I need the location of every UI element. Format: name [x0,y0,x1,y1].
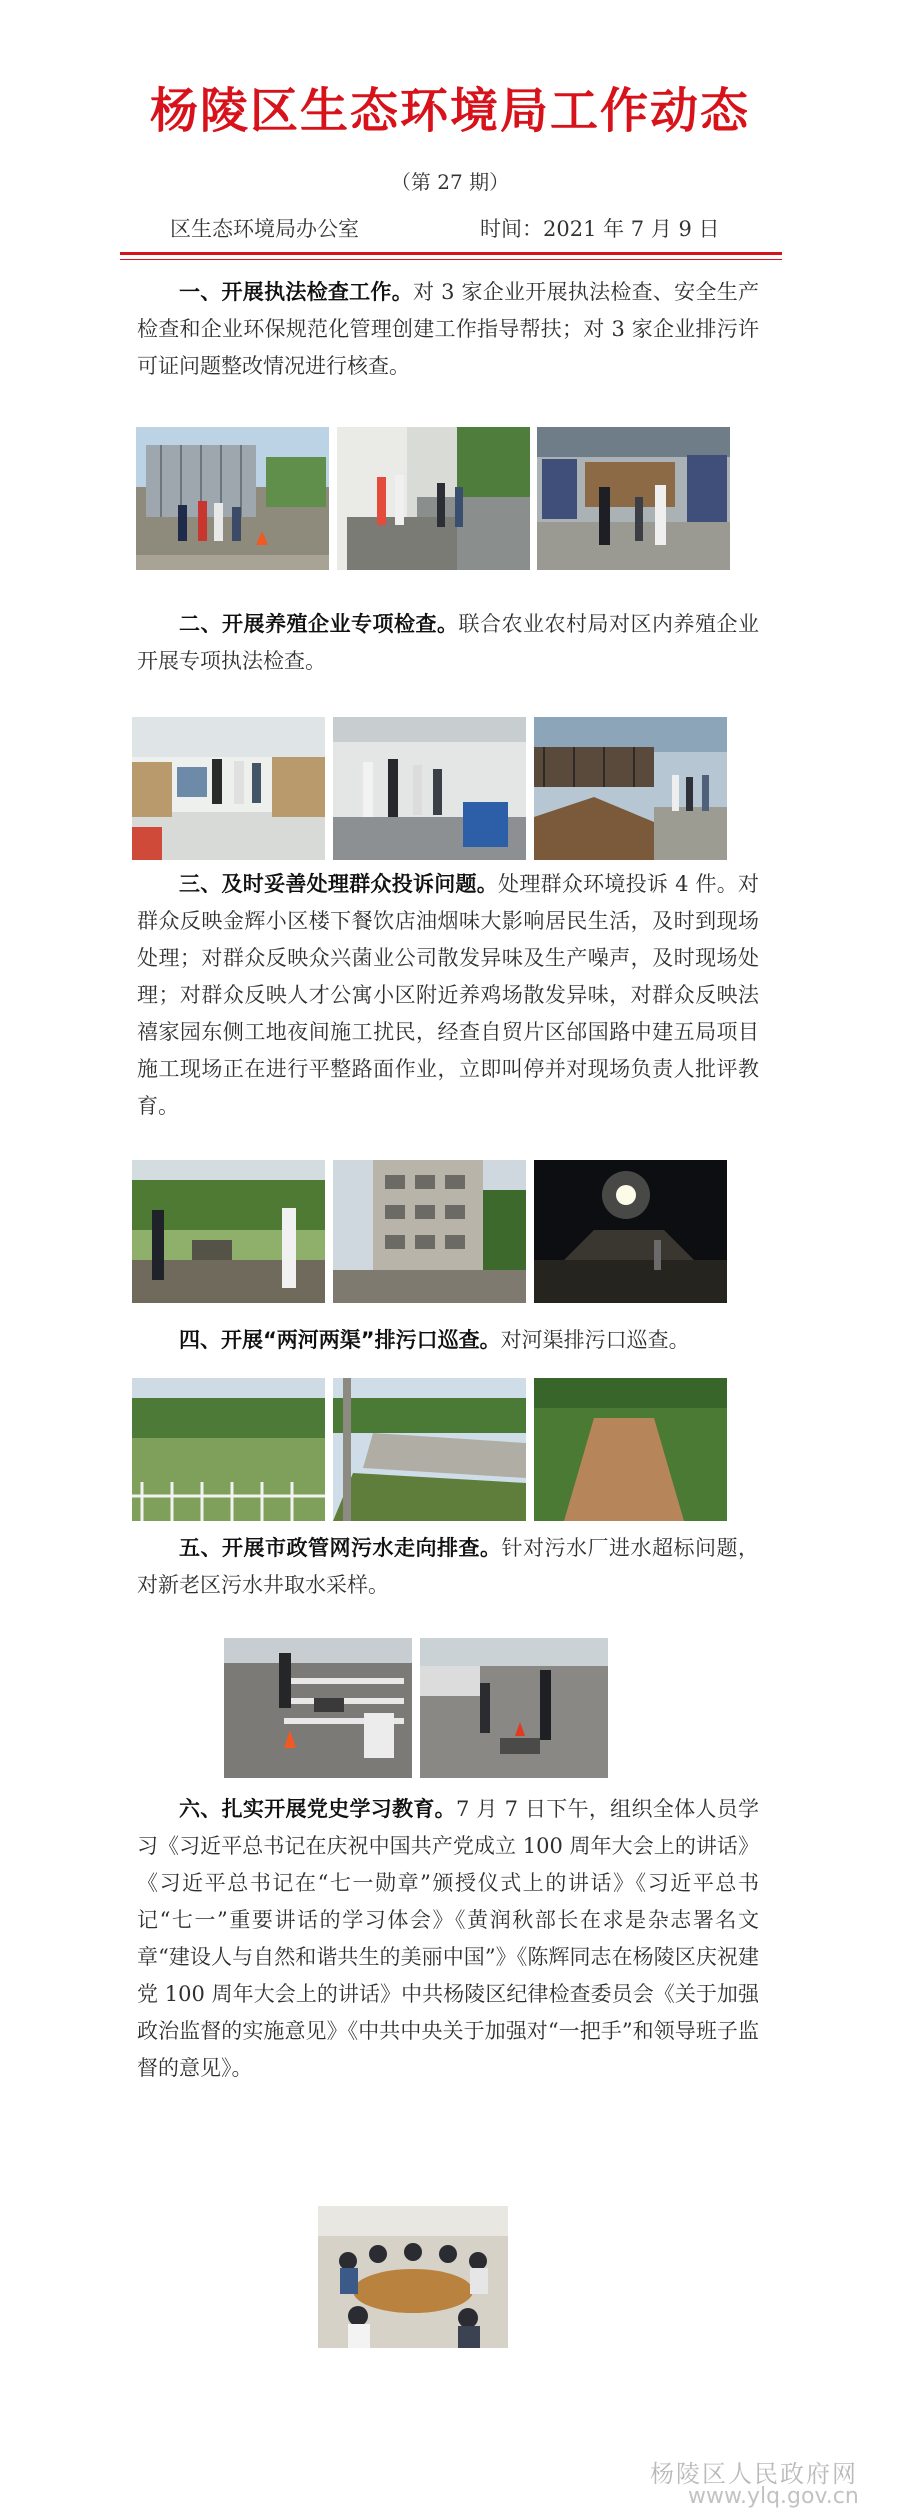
photo-farm-2 [333,717,526,860]
photo-farm-3 [534,717,727,860]
header-rule-thick [120,252,782,255]
section-4 [137,1322,759,1359]
section-2 [137,606,759,680]
document-title: 杨陵区生态环境局工作动态 [149,83,750,139]
section-2-heading: 二、开展养殖企业专项检查。 [179,612,459,636]
photo-study-meeting [318,2206,508,2348]
section-5-body: 针对污水厂进水超标问题，对新老区污水井取水采样。 [137,1536,759,1597]
section-6-body: 7 月 7 日下午，组织全体人员学习《习近平总书记在庆祝中国共产党成立 100 周年大会上的讲话》《习近平总书记在“七一勋章”颁授仪式上的讲话》《习近平总书记“七一”重要讲话的学习体会》《黄润秋部长在求是杂志署名文章“建设人与自然和谐共生的美丽中国”》《陈辉同志在杨陵区庆祝建党 100 周年大会上的讲话》中共杨陵区纪律检查委员会《关于加强政治监督的实施意见》《中共中央关于加强对“一把手”和领导班子监督的意见》。 [137,1797,760,2080]
photo-river-1 [132,1378,325,1521]
photo-complaint-1 [132,1160,325,1303]
photo-complaint-3 [534,1160,727,1303]
section-3-heading: 三、及时妥善处理群众投诉问题。 [179,872,499,896]
photo-inspection-3 [537,427,730,570]
photo-complaint-2 [333,1160,526,1303]
photo-sewer-1 [224,1638,412,1778]
issuing-office: 区生态环境局办公室 [170,217,359,241]
issue-date: 时间：2021 年 7 月 9 日 [480,217,720,241]
section-1-body: 对 3 家企业开展执法检查、安全生产检查和企业环保规范化管理创建工作指导帮扶；对 3 家企业排污许可证问题整改情况进行核查。 [137,280,759,378]
section-5 [137,1530,759,1604]
photo-farm-1 [132,717,325,860]
photo-sewer-2 [420,1638,608,1778]
section-4-body: 对河渠排污口巡查。 [500,1328,690,1352]
section-3 [137,866,759,1125]
watermark-url: www.ylq.gov.cn [688,2484,859,2509]
section-6 [137,1791,759,2087]
section-4-heading: 四、开展“两河两渠”排污口巡查。 [179,1328,501,1352]
section-6-heading: 六、扎实开展党史学习教育。 [179,1797,456,1821]
photo-river-3 [534,1378,727,1521]
section-3-body: 处理群众环境投诉 4 件。对群众反映金辉小区楼下餐饮店油烟味大影响居民生活，及时到现场处理；对群众反映众兴菌业公司散发异味及生产噪声，及时现场处理；对群众反映人才公寓小区附近养鸡场散发异味，对群众反映法禧家园东侧工地夜间施工扰民，经查自贸片区邰国路中建五局项目施工现场正在进行平整路面作业，立即叫停并对现场负责人批评教育。 [137,872,759,1118]
header-rule-thin [120,259,782,260]
section-1 [137,274,759,385]
photo-inspection-1 [136,427,329,570]
section-1-heading: 一、开展执法检查工作。 [179,280,413,304]
section-5-heading: 五、开展市政管网污水走向排查。 [179,1536,502,1560]
section-2-body: 联合农业农村局对区内养殖企业开展专项执法检查。 [137,612,759,673]
photo-river-2 [333,1378,526,1521]
photo-inspection-2 [337,427,530,570]
watermark-site-name: 杨陵区人民政府网 [650,2460,858,2488]
issue-number: （第 27 期） [390,170,510,194]
